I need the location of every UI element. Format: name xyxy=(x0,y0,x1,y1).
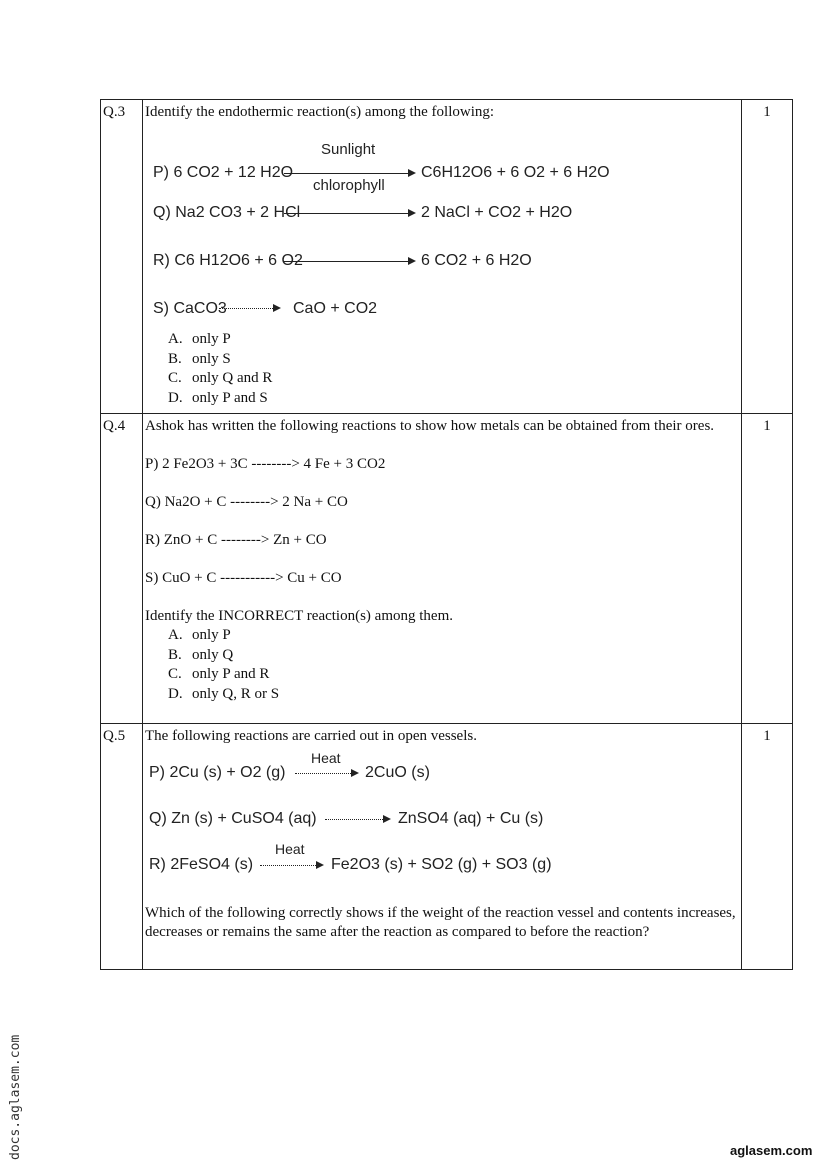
question-marks: 1 xyxy=(742,414,793,724)
reaction-lhs: 6 CO2 + 12 H2O xyxy=(173,164,294,181)
question-row-q5 xyxy=(101,724,793,970)
reaction-arrow xyxy=(325,819,389,820)
reaction-r: R) ZnO + C --------> Zn + CO xyxy=(145,532,327,548)
question-body xyxy=(143,724,742,970)
reaction-q: Q) Na2O + C --------> 2 Na + CO xyxy=(145,494,348,510)
reaction-arrow xyxy=(260,865,322,866)
question-text: Identify the endothermic reaction(s) among the following: xyxy=(145,104,495,120)
reaction-p xyxy=(143,141,741,194)
option-c[interactable]: C. only Q and R xyxy=(168,370,273,386)
question-table xyxy=(100,99,793,970)
right-watermark: aglasem.com xyxy=(730,1143,813,1158)
question-marks: 1 xyxy=(742,100,793,414)
question-prompt: Identify the INCORRECT reaction(s) among them. xyxy=(145,608,453,624)
option-a[interactable]: A. only P xyxy=(168,331,231,347)
left-watermark: docs.aglasem.com xyxy=(8,1034,23,1160)
option-b[interactable]: B. only Q xyxy=(168,646,234,663)
reaction-rhs: C6H12O6 + 6 O2 + 6 H2O xyxy=(421,164,610,181)
reaction-label: R) xyxy=(153,252,170,269)
reaction-arrow xyxy=(295,773,357,774)
reaction-rhs: 2 NaCl + CO2 + H2O xyxy=(421,204,573,221)
question-prompt: Which of the following correctly shows if the weight of the reaction vessel and contents increases, decreases or remains the same after the reaction as compared to before the reaction? xyxy=(145,905,736,940)
reaction-s: S) CuO + C -----------> Cu + CO xyxy=(145,570,342,586)
option-a[interactable]: A. only P xyxy=(168,627,231,643)
reaction-lhs: 2Cu (s) + O2 (g) xyxy=(169,764,286,781)
question-number: Q.4 xyxy=(101,414,143,724)
reaction-lhs: Na2 CO3 + 2 HCl xyxy=(175,204,301,221)
question-row-q4 xyxy=(101,414,793,724)
reaction-s xyxy=(143,288,741,330)
reaction-rhs: 6 CO2 + 6 H2O xyxy=(421,252,532,269)
reaction-label: R) xyxy=(149,856,166,873)
reaction-lhs: CaCO3 xyxy=(173,300,227,317)
reaction-arrow xyxy=(219,308,279,309)
reaction-condition-below: chlorophyll xyxy=(313,177,385,194)
reaction-r xyxy=(143,240,741,288)
reaction-lhs: 2FeSO4 (s) xyxy=(170,856,254,873)
question-marks: 1 xyxy=(742,724,793,970)
reaction-condition-above: Heat xyxy=(275,841,305,857)
question-text: The following reactions are carried out in open vessels. xyxy=(145,728,477,744)
question-number: Q.5 xyxy=(101,724,143,970)
reaction-condition-above: Sunlight xyxy=(321,141,376,158)
reaction-label: S) xyxy=(153,300,169,317)
reaction-q xyxy=(143,792,741,838)
option-b[interactable]: B. only S xyxy=(168,350,231,367)
reaction-arrow xyxy=(284,173,414,174)
reaction-label: P) xyxy=(153,164,169,181)
reaction-lhs: C6 H12O6 + 6 O2 xyxy=(174,252,303,269)
question-text: Ashok has written the following reactions to show how metals can be obtained from their ores. xyxy=(145,418,715,434)
reaction-label: Q) xyxy=(153,204,171,221)
reaction-rhs: Fe2O3 (s) + SO2 (g) + SO3 (g) xyxy=(331,856,552,873)
question-body xyxy=(143,414,742,724)
options-list xyxy=(143,330,741,408)
reaction-rhs: CaO + CO2 xyxy=(293,300,378,317)
reaction-condition-above: Heat xyxy=(311,750,341,766)
reaction-rhs: ZnSO4 (aq) + Cu (s) xyxy=(398,810,544,827)
reaction-label: Q) xyxy=(149,810,167,827)
reaction-q xyxy=(143,192,741,240)
question-number: Q.3 xyxy=(101,100,143,414)
reaction-p xyxy=(143,746,741,792)
options-list xyxy=(143,626,741,704)
question-body xyxy=(143,100,742,414)
reaction-rhs: 2CuO (s) xyxy=(365,764,430,781)
question-row-q3 xyxy=(101,100,793,414)
reaction-lhs: Zn (s) + CuSO4 (aq) xyxy=(171,810,317,827)
reaction-arrow xyxy=(284,213,414,214)
reaction-r xyxy=(143,838,741,884)
option-d[interactable]: D. only P and S xyxy=(168,389,268,406)
option-c[interactable]: C. only P and R xyxy=(168,666,270,682)
reaction-p: P) 2 Fe2O3 + 3C --------> 4 Fe + 3 CO2 xyxy=(145,456,386,472)
reaction-label: P) xyxy=(149,764,165,781)
reaction-arrow xyxy=(284,261,414,262)
option-d[interactable]: D. only Q, R or S xyxy=(168,685,280,702)
